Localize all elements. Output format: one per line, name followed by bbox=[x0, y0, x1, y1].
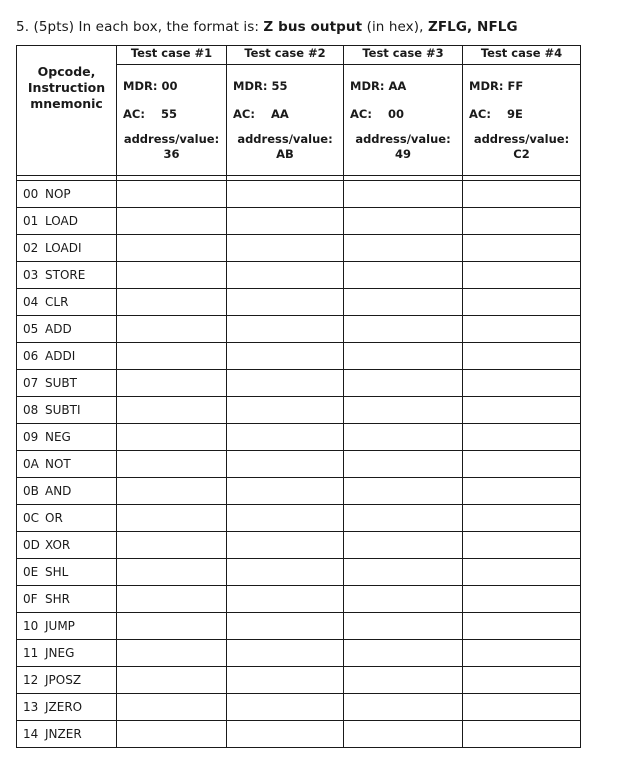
mdr-value: AA bbox=[388, 79, 407, 93]
mdr-label: MDR: bbox=[123, 79, 158, 93]
answer-cell[interactable] bbox=[117, 424, 227, 451]
question-text bbox=[16, 19, 518, 35]
opcode-mnemonic: JZERO bbox=[45, 700, 83, 714]
question-bold-output: Z bus output bbox=[263, 19, 363, 35]
opcode-code: 04 bbox=[23, 295, 39, 309]
opcode-mnemonic: JPOSZ bbox=[45, 673, 82, 687]
answer-cell[interactable] bbox=[463, 397, 581, 424]
case-params-cell bbox=[463, 65, 581, 176]
table-row bbox=[17, 478, 581, 505]
answer-cell[interactable] bbox=[344, 640, 463, 667]
answer-cell[interactable] bbox=[227, 640, 344, 667]
question-intro: In each box, the format is: bbox=[78, 19, 260, 35]
opcode-cell bbox=[17, 397, 117, 424]
opcode-mnemonic: SHR bbox=[45, 592, 70, 606]
answer-cell[interactable] bbox=[463, 208, 581, 235]
answer-cell[interactable] bbox=[344, 586, 463, 613]
case-params-cell bbox=[117, 65, 227, 176]
opcode-code: 05 bbox=[23, 322, 39, 336]
ac-label: AC: bbox=[350, 107, 372, 121]
opcode-mnemonic: ADDI bbox=[45, 349, 76, 363]
answer-cell[interactable] bbox=[344, 667, 463, 694]
answer-cell[interactable] bbox=[463, 451, 581, 478]
answer-cell[interactable] bbox=[463, 316, 581, 343]
answer-cell[interactable] bbox=[227, 289, 344, 316]
case-title: Test case #3 bbox=[344, 46, 463, 65]
answer-cell[interactable] bbox=[344, 613, 463, 640]
case-title: Test case #2 bbox=[227, 46, 344, 65]
answer-cell[interactable] bbox=[227, 721, 344, 748]
answer-cell[interactable] bbox=[117, 586, 227, 613]
address-label: address/value: bbox=[355, 132, 451, 146]
opcode-header-line: Opcode, bbox=[37, 64, 96, 79]
question-number: 5. bbox=[16, 19, 30, 35]
answer-cell[interactable] bbox=[227, 667, 344, 694]
opcode-code: 12 bbox=[23, 673, 39, 687]
opcode-cell bbox=[17, 721, 117, 748]
table-row bbox=[17, 451, 581, 478]
answer-cell[interactable] bbox=[227, 532, 344, 559]
answer-cell[interactable] bbox=[117, 559, 227, 586]
answer-cell[interactable] bbox=[344, 559, 463, 586]
ac-label: AC: bbox=[233, 107, 255, 121]
mdr-label: MDR: bbox=[233, 79, 268, 93]
answer-cell[interactable] bbox=[463, 613, 581, 640]
answer-cell[interactable] bbox=[344, 181, 463, 208]
answer-cell[interactable] bbox=[344, 262, 463, 289]
opcode-cell bbox=[17, 667, 117, 694]
answer-cell[interactable] bbox=[117, 181, 227, 208]
answer-cell[interactable] bbox=[117, 532, 227, 559]
answer-cell[interactable] bbox=[117, 613, 227, 640]
case-title: Test case #4 bbox=[463, 46, 581, 65]
answer-cell[interactable] bbox=[227, 343, 344, 370]
opcode-code: 02 bbox=[23, 241, 39, 255]
answer-cell[interactable] bbox=[344, 370, 463, 397]
opcode-code: 0E bbox=[23, 565, 39, 579]
address-label: address/value: bbox=[237, 132, 333, 146]
opcode-cell bbox=[17, 424, 117, 451]
answer-cell[interactable] bbox=[227, 478, 344, 505]
opcode-code: 10 bbox=[23, 619, 39, 633]
answer-table bbox=[16, 45, 581, 748]
answer-cell[interactable] bbox=[117, 694, 227, 721]
answer-cell[interactable] bbox=[227, 397, 344, 424]
opcode-header-line: mnemonic bbox=[30, 96, 103, 111]
table-row bbox=[17, 586, 581, 613]
opcode-mnemonic: XOR bbox=[45, 538, 71, 552]
answer-cell[interactable] bbox=[227, 613, 344, 640]
answer-cell[interactable] bbox=[344, 316, 463, 343]
opcode-mnemonic: AND bbox=[45, 484, 72, 498]
opcode-code: 0C bbox=[23, 511, 40, 525]
answer-cell[interactable] bbox=[344, 451, 463, 478]
ac-value: 55 bbox=[160, 107, 177, 121]
ac-value: 00 bbox=[387, 107, 404, 121]
address-value: AB bbox=[276, 147, 294, 161]
opcode-cell bbox=[17, 451, 117, 478]
answer-cell[interactable] bbox=[463, 289, 581, 316]
opcode-code: 0A bbox=[23, 457, 39, 471]
opcode-code: 03 bbox=[23, 268, 39, 282]
answer-cell[interactable] bbox=[463, 235, 581, 262]
table-row bbox=[17, 640, 581, 667]
opcode-code: 0B bbox=[23, 484, 39, 498]
mdr-label: MDR: bbox=[469, 79, 504, 93]
opcode-cell bbox=[17, 181, 117, 208]
answer-cell[interactable] bbox=[344, 343, 463, 370]
opcode-mnemonic: STORE bbox=[45, 268, 86, 282]
table-row bbox=[17, 289, 581, 316]
answer-cell[interactable] bbox=[463, 262, 581, 289]
answer-cell[interactable] bbox=[117, 235, 227, 262]
answer-cell[interactable] bbox=[463, 181, 581, 208]
opcode-code: 09 bbox=[23, 430, 39, 444]
table-row bbox=[17, 262, 581, 289]
answer-cell[interactable] bbox=[117, 316, 227, 343]
opcode-mnemonic: CLR bbox=[45, 295, 69, 309]
opcode-cell bbox=[17, 235, 117, 262]
answer-cell[interactable] bbox=[227, 451, 344, 478]
answer-cell[interactable] bbox=[227, 694, 344, 721]
answer-cell[interactable] bbox=[117, 397, 227, 424]
opcode-mnemonic: JNZER bbox=[45, 727, 82, 741]
case-params-cell bbox=[344, 65, 463, 176]
answer-cell[interactable] bbox=[463, 667, 581, 694]
answer-cell[interactable] bbox=[227, 208, 344, 235]
answer-cell[interactable] bbox=[463, 559, 581, 586]
answer-cell[interactable] bbox=[463, 640, 581, 667]
opcode-code: 0F bbox=[23, 592, 38, 606]
answer-cell[interactable] bbox=[463, 721, 581, 748]
answer-cell[interactable] bbox=[227, 316, 344, 343]
table-row bbox=[17, 667, 581, 694]
opcode-mnemonic: NOP bbox=[45, 187, 71, 201]
opcode-cell bbox=[17, 289, 117, 316]
ac-value: AA bbox=[270, 107, 289, 121]
answer-cell[interactable] bbox=[344, 505, 463, 532]
answer-cell[interactable] bbox=[117, 262, 227, 289]
table-row bbox=[17, 532, 581, 559]
answer-cell[interactable] bbox=[344, 424, 463, 451]
opcode-cell bbox=[17, 532, 117, 559]
address-value: 36 bbox=[163, 147, 180, 161]
opcode-cell bbox=[17, 208, 117, 235]
answer-cell[interactable] bbox=[117, 667, 227, 694]
answer-cell[interactable] bbox=[463, 478, 581, 505]
ac-value: 9E bbox=[506, 107, 523, 121]
opcode-mnemonic: LOADI bbox=[45, 241, 82, 255]
ac-label: AC: bbox=[469, 107, 491, 121]
answer-cell[interactable] bbox=[344, 694, 463, 721]
table-row bbox=[17, 343, 581, 370]
answer-cell[interactable] bbox=[463, 532, 581, 559]
address-value: 49 bbox=[394, 147, 411, 161]
answer-cell[interactable] bbox=[344, 397, 463, 424]
table-row bbox=[17, 316, 581, 343]
opcode-mnemonic: ADD bbox=[45, 322, 72, 336]
table-row bbox=[17, 370, 581, 397]
opcode-code: 01 bbox=[23, 214, 39, 228]
opcode-cell bbox=[17, 613, 117, 640]
answer-cell[interactable] bbox=[463, 694, 581, 721]
opcode-cell bbox=[17, 640, 117, 667]
table-row bbox=[17, 181, 581, 208]
answer-cell[interactable] bbox=[463, 370, 581, 397]
ac-label: AC: bbox=[123, 107, 145, 121]
answer-cell[interactable] bbox=[227, 505, 344, 532]
answer-cell[interactable] bbox=[463, 343, 581, 370]
opcode-cell bbox=[17, 343, 117, 370]
answer-cell[interactable] bbox=[117, 208, 227, 235]
answer-cell[interactable] bbox=[344, 478, 463, 505]
opcode-mnemonic: SHL bbox=[45, 565, 69, 579]
answer-cell[interactable] bbox=[227, 424, 344, 451]
answer-cell[interactable] bbox=[344, 289, 463, 316]
opcode-code: 0D bbox=[23, 538, 40, 552]
answer-cell[interactable] bbox=[117, 721, 227, 748]
answer-cell[interactable] bbox=[117, 451, 227, 478]
answer-cell[interactable] bbox=[117, 343, 227, 370]
opcode-mnemonic: OR bbox=[45, 511, 63, 525]
address-label: address/value: bbox=[123, 132, 220, 146]
opcode-header-line: Instruction bbox=[27, 80, 106, 95]
opcode-code: 08 bbox=[23, 403, 39, 417]
opcode-mnemonic: SUBTI bbox=[45, 403, 81, 417]
opcode-mnemonic: JUMP bbox=[45, 619, 75, 633]
opcode-cell bbox=[17, 478, 117, 505]
mdr-label: MDR: bbox=[350, 79, 385, 93]
opcode-cell bbox=[17, 694, 117, 721]
opcode-code: 07 bbox=[23, 376, 39, 390]
mdr-value: FF bbox=[507, 79, 524, 93]
table-row bbox=[17, 721, 581, 748]
answer-cell[interactable] bbox=[117, 478, 227, 505]
table-row bbox=[17, 613, 581, 640]
opcode-mnemonic: NEG bbox=[45, 430, 71, 444]
opcode-mnemonic: LOAD bbox=[45, 214, 78, 228]
question-flags: ZFLG, NFLG bbox=[427, 19, 518, 35]
table-row bbox=[17, 235, 581, 262]
answer-cell[interactable] bbox=[117, 370, 227, 397]
opcode-mnemonic: NOT bbox=[45, 457, 71, 471]
answer-cell[interactable] bbox=[344, 721, 463, 748]
answer-cell[interactable] bbox=[227, 262, 344, 289]
answer-cell[interactable] bbox=[463, 424, 581, 451]
table-row bbox=[17, 694, 581, 721]
opcode-code: 14 bbox=[23, 727, 39, 741]
opcode-code: 11 bbox=[23, 646, 39, 660]
table-row bbox=[17, 208, 581, 235]
opcode-code: 00 bbox=[23, 187, 39, 201]
case-params-cell bbox=[227, 65, 344, 176]
answer-cell[interactable] bbox=[227, 235, 344, 262]
table-row bbox=[17, 559, 581, 586]
answer-cell[interactable] bbox=[227, 586, 344, 613]
answer-cell[interactable] bbox=[227, 370, 344, 397]
answer-cell[interactable] bbox=[344, 235, 463, 262]
opcode-code: 06 bbox=[23, 349, 39, 363]
question-paren: (in hex), bbox=[366, 19, 424, 35]
answer-cell[interactable] bbox=[227, 559, 344, 586]
table-row bbox=[17, 424, 581, 451]
opcode-mnemonic: JNEG bbox=[45, 646, 75, 660]
opcode-cell bbox=[17, 370, 117, 397]
answer-cell[interactable] bbox=[117, 640, 227, 667]
opcode-code: 13 bbox=[23, 700, 39, 714]
answer-cell[interactable] bbox=[344, 532, 463, 559]
opcode-cell bbox=[17, 262, 117, 289]
mdr-value: 55 bbox=[271, 79, 288, 93]
address-label: address/value: bbox=[473, 132, 570, 146]
answer-cell[interactable] bbox=[344, 208, 463, 235]
answer-cell[interactable] bbox=[117, 505, 227, 532]
answer-cell[interactable] bbox=[117, 289, 227, 316]
opcode-cell bbox=[17, 586, 117, 613]
case-title: Test case #1 bbox=[117, 46, 227, 65]
table-row bbox=[17, 505, 581, 532]
mdr-value: 00 bbox=[161, 79, 178, 93]
answer-cell[interactable] bbox=[463, 586, 581, 613]
opcode-header-cell bbox=[17, 46, 117, 176]
answer-cell[interactable] bbox=[227, 181, 344, 208]
opcode-cell bbox=[17, 559, 117, 586]
answer-cell[interactable] bbox=[463, 505, 581, 532]
question-points: (5pts) bbox=[33, 19, 75, 35]
table-row bbox=[17, 397, 581, 424]
address-value: C2 bbox=[513, 147, 530, 161]
opcode-cell bbox=[17, 316, 117, 343]
opcode-mnemonic: SUBT bbox=[45, 376, 77, 390]
opcode-cell bbox=[17, 505, 117, 532]
